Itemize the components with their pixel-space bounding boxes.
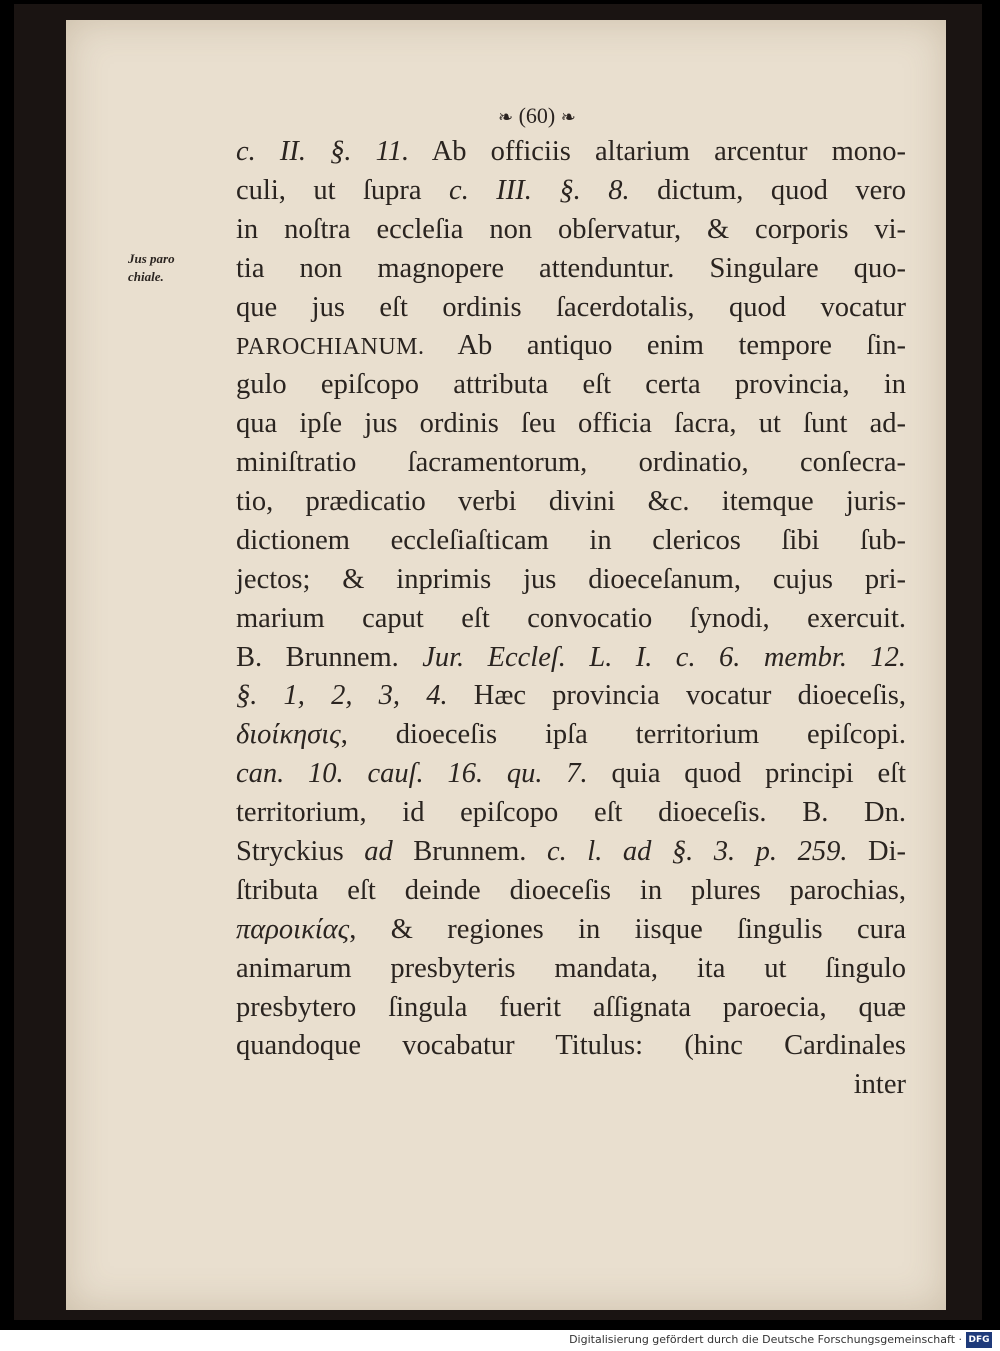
text-segment: quandoque vocabatur Titulus: (hinc Cardinales — [236, 1030, 906, 1062]
text-line — [236, 522, 906, 561]
text-line — [236, 133, 906, 172]
text-line — [236, 716, 906, 755]
ornament-left-icon: ❧ — [498, 107, 514, 127]
text-segment: in noſtra eccleſia non obſervatur, & corporis vi- — [236, 213, 906, 245]
text-segment: animarum presbyteris mandata, ita ut ſingulo — [236, 952, 906, 984]
text-line — [236, 639, 906, 678]
text-segment: que jus eſt ordinis ſacerdotalis, quod vocatur — [236, 291, 906, 323]
text-line — [236, 950, 906, 989]
text-segment: PAROCHIANUM. — [236, 334, 425, 361]
text-segment: Ab antiquo enim tempore ſin- — [424, 330, 906, 362]
text-line — [236, 444, 906, 483]
text-segment: Ab officiis altarium arcentur mono- — [409, 136, 906, 167]
body-text — [236, 133, 906, 1105]
text-segment: tia non magnopere attenduntur. Singulare quo- — [236, 252, 906, 284]
text-segment: B. Brunnem. — [236, 641, 423, 673]
text-line — [236, 872, 906, 911]
text-segment: ad — [364, 836, 393, 868]
text-segment: territorium, id epiſcopo eſt dioeceſis. B. Dn. — [236, 797, 906, 829]
text-line — [236, 405, 906, 444]
text-segment: qua ipſe jus ordinis ſeu officia ſacra, ut ſunt ad- — [236, 408, 906, 440]
page-number: (60) — [518, 103, 556, 128]
text-line — [236, 211, 906, 250]
catchword: inter — [853, 1069, 906, 1101]
text-segment: Jur. Eccleſ. L. I. c. 6. membr. 12. — [422, 641, 907, 673]
funding-credit: Digitalisierung gefördert durch die Deutsche Forschungsgemeinschaft · — [569, 1333, 962, 1346]
text-line — [236, 561, 906, 600]
text-segment: διοίκησις — [236, 719, 341, 751]
text-line — [236, 911, 906, 950]
text-segment: ſtributa eſt deinde dioeceſis in plures parochias, — [236, 874, 906, 906]
footer-bar — [0, 1330, 1000, 1351]
text-segment: dictum, quod vero — [629, 174, 906, 206]
text-line — [236, 250, 906, 289]
text-line — [236, 833, 906, 872]
text-segment: παροικίας — [236, 913, 350, 945]
margin-note — [128, 250, 218, 286]
text-segment: marium caput eſt convocatio ſynodi, exercuit. — [236, 602, 906, 634]
text-line — [236, 483, 906, 522]
text-line — [236, 989, 906, 1028]
text-segment: c. II. §. 11. — [236, 136, 410, 167]
ornament-right-icon: ❧ — [560, 107, 576, 127]
text-segment: Stryckius — [236, 836, 365, 868]
text-segment: Hæc provincia vocatur dioeceſis, — [447, 680, 906, 712]
text-segment: tio, prædicatio verbi divini &c. itemque juris- — [236, 486, 906, 518]
text-line — [236, 172, 906, 211]
text-segment: gulo epiſcopo attributa eſt certa provincia, in — [236, 369, 906, 401]
text-segment: culi, ut ſupra — [236, 174, 450, 206]
text-segment: presbytero ſingula fuerit aſſignata paroecia, quæ — [236, 991, 906, 1023]
text-segment: dictionem eccleſiaſticam in clericos ſibi ſub- — [236, 524, 906, 556]
margin-note-line: Jus paro — [128, 251, 175, 266]
text-line — [236, 600, 906, 639]
text-segment: c. l. ad §. 3. p. 259. — [546, 836, 848, 868]
text-segment: jectos; & inprimis jus dioeceſanum, cujus pri- — [236, 563, 906, 595]
text-segment: Di- — [847, 836, 906, 868]
text-line — [236, 1027, 906, 1066]
text-line — [236, 366, 906, 405]
text-line — [236, 327, 906, 366]
page-header — [498, 103, 668, 129]
text-line — [236, 677, 906, 716]
text-segment: , & regiones in iisque ſingulis cura — [349, 913, 906, 945]
text-line — [236, 289, 906, 328]
dfg-logo: DFG — [966, 1332, 992, 1348]
margin-note-line: chiale. — [128, 269, 164, 284]
text-segment: quia quod principi eſt — [587, 758, 907, 790]
text-segment: Brunnem. — [392, 836, 547, 868]
text-line — [236, 755, 906, 794]
text-segment: , dioeceſis ipſa territorium epiſcopi. — [340, 719, 906, 751]
text-segment: §. 1, 2, 3, 4. — [236, 680, 448, 712]
text-line — [236, 794, 906, 833]
text-segment: can. 10. cauſ. 16. qu. 7. — [236, 758, 588, 790]
text-segment: miniſtratio ſacramentorum, ordinatio, conſecra- — [236, 447, 906, 479]
text-segment: c. III. §. 8. — [449, 174, 630, 206]
